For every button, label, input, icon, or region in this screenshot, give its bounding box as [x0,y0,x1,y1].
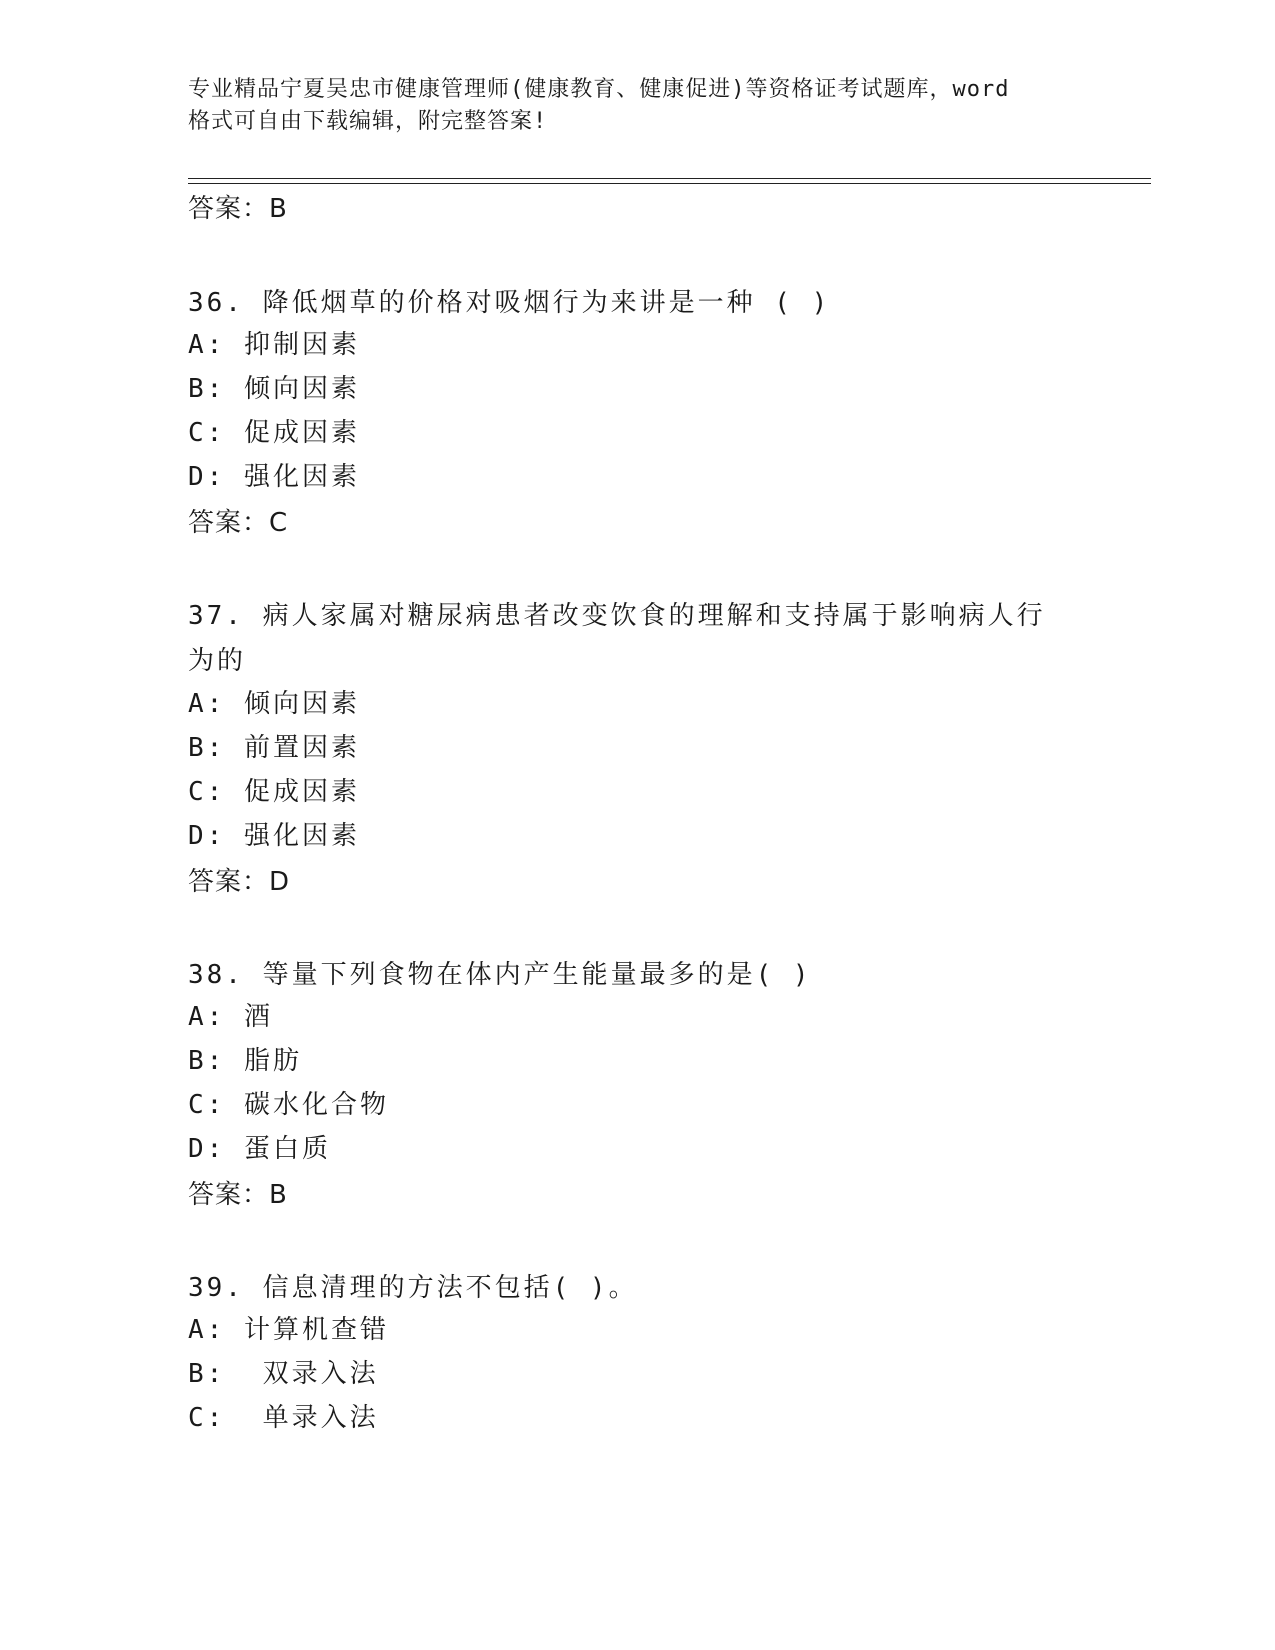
prev-answer: 答案：B [188,194,288,224]
header-line-1: 专业精品宁夏吴忠市健康管理师(健康教育、健康促进)等资格证考试题库，word [188,77,1010,102]
question-37-option-d: D: 强化因素 [188,821,360,851]
question-36-answer: 答案：C [188,508,289,538]
question-38-answer: 答案：B [188,1180,288,1210]
question-37-option-a: A: 倾向因素 [188,689,360,719]
question-39-stem: 39. 信息清理的方法不包括( )。 [188,1273,638,1303]
question-36-option-c: C: 促成因素 [188,418,360,448]
question-38-option-d: D: 蛋白质 [188,1134,331,1164]
question-38-stem: 38. 等量下列食物在体内产生能量最多的是( ) [188,960,812,990]
question-36-option-a: A: 抑制因素 [188,330,360,360]
question-39-option-c: C: 单录入法 [188,1403,379,1433]
question-37-stem: 37. 病人家属对糖尿病患者改变饮食的理解和支持属于影响病人行为的 [188,601,1046,676]
page-header [188,74,1068,138]
header-rule-bottom [188,183,1151,184]
question-36-option-d: D: 强化因素 [188,462,360,492]
header-rule-top [188,178,1151,179]
question-37-answer: 答案：D [188,867,291,897]
question-39-option-a: A: 计算机查错 [188,1315,389,1345]
question-38-option-c: C: 碳水化合物 [188,1090,389,1120]
question-36-option-b: B: 倾向因素 [188,374,360,404]
question-38-option-a: A: 酒 [188,1002,273,1032]
question-39-option-b: B: 双录入法 [188,1359,379,1389]
header-line-2: 格式可自由下载编辑，附完整答案! [188,109,548,134]
question-36-stem: 36. 降低烟草的价格对吸烟行为来讲是一种 ( ) [188,288,831,318]
question-37-option-c: C: 促成因素 [188,777,360,807]
question-37-option-b: B: 前置因素 [188,733,360,763]
question-38-option-b: B: 脂肪 [188,1046,302,1076]
